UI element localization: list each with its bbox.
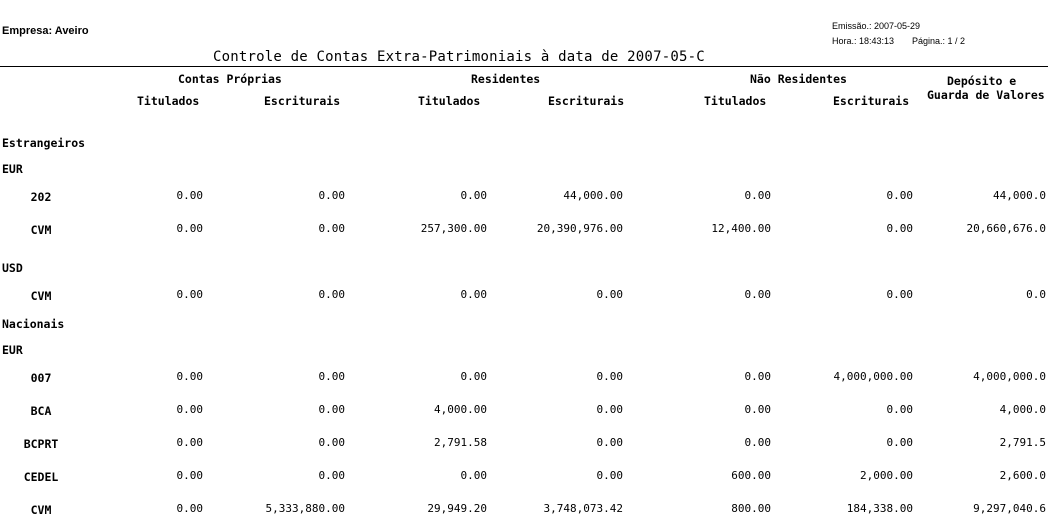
table-cell: 0.00 xyxy=(460,370,487,383)
table-cell: 12,400.00 xyxy=(711,222,771,235)
table-cell: 2,000.00 xyxy=(860,469,913,482)
column-escriturais: Escriturais xyxy=(833,94,910,108)
table-cell: 0.00 xyxy=(460,469,487,482)
table-cell: 0.00 xyxy=(176,370,203,383)
section-heading: Estrangeiros xyxy=(2,136,86,150)
table-cell: 0.00 xyxy=(318,288,345,301)
column-titulados: Titulados xyxy=(418,94,481,108)
column-escriturais: Escriturais xyxy=(548,94,625,108)
table-cell: 9,297,040.6 xyxy=(973,502,1046,515)
section-heading: Nacionais xyxy=(2,317,65,331)
column-deposito-line2: Guarda de Valores xyxy=(927,88,1045,102)
table-cell: 600.00 xyxy=(731,469,771,482)
table-cell: 0.00 xyxy=(318,189,345,202)
table-cell: 0.00 xyxy=(744,189,771,202)
table-cell: 0.00 xyxy=(176,436,203,449)
table-cell: 0.00 xyxy=(886,288,913,301)
table-cell: 0.00 xyxy=(596,469,623,482)
table-cell: 0.00 xyxy=(318,469,345,482)
table-cell: 0.00 xyxy=(744,436,771,449)
table-cell: 0.00 xyxy=(744,403,771,416)
table-cell: 0.00 xyxy=(176,288,203,301)
row-entity-label: CVM xyxy=(30,289,52,303)
table-cell: 5,333,880.00 xyxy=(265,502,345,515)
column-deposito-line1: Depósito e xyxy=(947,74,1017,88)
table-cell: 4,000.00 xyxy=(434,403,487,416)
table-cell: 0.00 xyxy=(744,370,771,383)
row-entity-label: 007 xyxy=(30,371,52,385)
table-cell: 0.00 xyxy=(886,436,913,449)
table-cell: 44,000.0 xyxy=(993,189,1046,202)
currency-heading: EUR xyxy=(2,343,23,357)
table-cell: 184,338.00 xyxy=(846,502,913,515)
issue-time: Hora.: 18:43:13 xyxy=(832,36,895,46)
table-cell: 0.00 xyxy=(318,370,345,383)
company-name: Empresa: Aveiro xyxy=(2,25,89,37)
column-group-nao-residentes: Não Residentes xyxy=(750,72,847,86)
table-cell: 20,660,676.0 xyxy=(966,222,1046,235)
table-cell: 2,600.0 xyxy=(999,469,1046,482)
table-cell: 0.00 xyxy=(744,288,771,301)
row-entity-label: BCA xyxy=(30,404,52,418)
table-cell: 800.00 xyxy=(731,502,771,515)
table-cell: 0.00 xyxy=(460,189,487,202)
report-title: Controle de Contas Extra-Patrimoniais à data de 2007-05-C xyxy=(213,49,705,65)
page-number: Página.: 1 / 2 xyxy=(912,36,966,46)
column-group-residentes: Residentes xyxy=(471,72,541,86)
table-cell: 0.00 xyxy=(318,436,345,449)
table-cell: 3,748,073.42 xyxy=(543,502,623,515)
row-entity-label: CEDEL xyxy=(23,470,59,484)
table-cell: 0.00 xyxy=(886,403,913,416)
table-cell: 0.00 xyxy=(886,189,913,202)
table-cell: 2,791.5 xyxy=(999,436,1046,449)
table-cell: 0.00 xyxy=(176,189,203,202)
table-cell: 4,000,000.0 xyxy=(973,370,1046,383)
column-group-contas-proprias: Contas Próprias xyxy=(178,72,282,86)
table-cell: 0.00 xyxy=(886,222,913,235)
table-cell: 29,949.20 xyxy=(427,502,487,515)
table-cell: 0.00 xyxy=(318,222,345,235)
table-cell: 0.00 xyxy=(596,436,623,449)
table-cell: 257,300.00 xyxy=(420,222,487,235)
column-escriturais: Escriturais xyxy=(264,94,341,108)
table-cell: 4,000.0 xyxy=(999,403,1046,416)
table-cell: 0.00 xyxy=(596,403,623,416)
row-entity-label: CVM xyxy=(30,503,52,517)
table-cell: 0.00 xyxy=(176,222,203,235)
table-cell: 0.00 xyxy=(176,469,203,482)
table-cell: 0.0 xyxy=(1026,288,1046,301)
table-cell: 0.00 xyxy=(318,403,345,416)
row-entity-label: 202 xyxy=(30,190,52,204)
currency-heading: USD xyxy=(2,261,23,275)
table-cell: 0.00 xyxy=(460,288,487,301)
column-titulados: Titulados xyxy=(137,94,200,108)
column-titulados: Titulados xyxy=(704,94,767,108)
table-cell: 4,000,000.00 xyxy=(833,370,913,383)
table-cell: 0.00 xyxy=(596,288,623,301)
table-cell: 44,000.00 xyxy=(563,189,623,202)
header-divider xyxy=(0,66,1048,67)
table-cell: 2,791.58 xyxy=(434,436,487,449)
issue-date: Emissão.: 2007-05-29 xyxy=(832,21,921,31)
row-entity-label: BCPRT xyxy=(23,437,59,451)
table-cell: 0.00 xyxy=(176,403,203,416)
row-entity-label: CVM xyxy=(30,223,52,237)
table-cell: 0.00 xyxy=(596,370,623,383)
table-cell: 20,390,976.00 xyxy=(536,222,623,235)
currency-heading: EUR xyxy=(2,162,23,176)
table-cell: 0.00 xyxy=(176,502,203,515)
